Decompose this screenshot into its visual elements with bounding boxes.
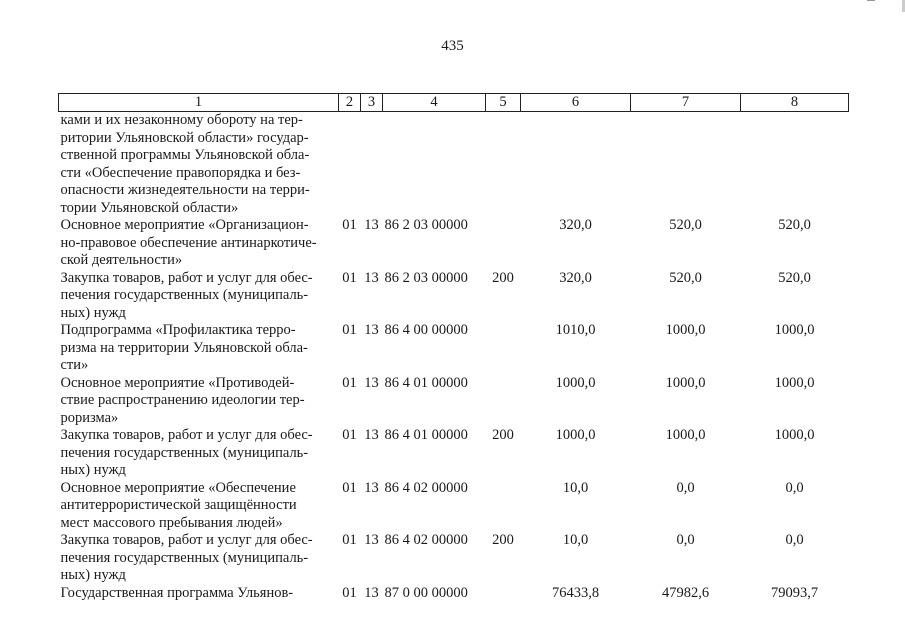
row-subsection-code: 13 [364, 532, 379, 548]
row-amount-year-2: 0,0 [676, 532, 695, 548]
row-amount-year-2: 1000,0 [665, 374, 706, 391]
row-amount-year-1: 320,0 [559, 217, 592, 233]
row-target-article [383, 112, 486, 218]
row-amount-year-3: 1000,0 [774, 374, 815, 391]
row-subsection-code: 13 [364, 322, 379, 338]
row-amount-year-1: 1010,0 [555, 322, 596, 338]
row-expense-type [486, 585, 521, 603]
description-line: ризма на территории Ульяновской обла- [60, 339, 308, 356]
description-line: Основное мероприятие «Организацион- [60, 217, 309, 233]
description-line: Закупка товаров, работ и услуг для обес- [60, 269, 313, 286]
table-row [59, 375, 849, 428]
description-line: Основное мероприятие «Обеспечение [60, 479, 296, 496]
description-line: опасности жизнедеятельности на терри- [60, 182, 310, 198]
row-expense-type: 200 [492, 427, 514, 443]
description-line: печения государственных (муниципаль- [60, 444, 309, 461]
description-line: Закупка товаров, работ и услуг для обес- [60, 427, 313, 443]
row-amount-year-3: 520,0 [778, 269, 811, 286]
description-line: ных) нужд [60, 304, 126, 321]
description-line: ритории Ульяновской области» государ- [60, 129, 309, 146]
row-subsection-code: 13 [364, 479, 379, 496]
header-col-3: 3 [361, 94, 383, 112]
description-line: ных) нужд [60, 567, 126, 583]
row-expense-type [486, 112, 521, 218]
row-section-code [339, 112, 361, 218]
description-line: тории Ульяновской области» [60, 199, 239, 216]
row-amount-year-1: 10,0 [562, 479, 589, 496]
row-section-code: 01 [342, 374, 357, 391]
row-description [59, 427, 339, 480]
description-line: печения государственных (муниципаль- [60, 287, 309, 303]
description-line: сти «Обеспечение правопорядка и без- [60, 164, 301, 181]
row-expense-type: 200 [492, 532, 514, 548]
header-col-6: 6 [521, 94, 631, 112]
description-line: но-правовое обеспечение антинаркотиче- [60, 234, 317, 251]
page-number: 435 [441, 38, 464, 54]
row-expense-type [486, 480, 521, 533]
description-line: Основное мероприятие «Противодей- [60, 374, 295, 391]
row-subsection-code: 13 [364, 584, 379, 601]
header-col-4: 4 [383, 94, 486, 112]
row-amount-year-3 [741, 112, 849, 218]
row-target-article: 87 0 00 00000 [384, 584, 468, 601]
table-row [59, 112, 849, 218]
row-amount-year-3: 0,0 [785, 479, 804, 496]
row-section-code: 01 [342, 584, 357, 601]
row-expense-type: 200 [492, 269, 514, 286]
description-line: печения государственных (муниципаль- [60, 549, 309, 566]
row-amount-year-2 [631, 112, 741, 218]
row-target-article: 86 4 02 00000 [384, 532, 468, 548]
row-subsection-code: 13 [364, 427, 379, 443]
budget-table [58, 93, 849, 602]
header-col-7: 7 [631, 94, 741, 112]
row-amount-year-1: 10,0 [562, 532, 589, 548]
header-row [59, 94, 849, 112]
row-amount-year-1 [521, 112, 631, 218]
table-row [59, 480, 849, 533]
row-expense-type [486, 322, 521, 375]
header-col-2: 2 [339, 94, 361, 112]
row-target-article: 86 4 01 00000 [384, 374, 468, 391]
table-row [59, 532, 849, 585]
row-description [59, 375, 339, 428]
description-line: Подпрограмма «Профилактика терро- [60, 322, 296, 338]
row-target-article: 86 4 02 00000 [384, 479, 468, 496]
row-description [59, 322, 339, 375]
row-section-code: 01 [342, 217, 357, 233]
row-amount-year-3: 0,0 [785, 532, 804, 548]
header-col-1: 1 [59, 94, 339, 112]
scan-mark [867, 0, 875, 1]
description-line: Государственная программа Ульянов- [60, 584, 294, 601]
row-description [59, 270, 339, 323]
description-line: антитеррористической защищённости [60, 497, 297, 513]
header-col-5: 5 [486, 94, 521, 112]
row-amount-year-1: 320,0 [559, 269, 592, 286]
row-section-code: 01 [342, 479, 357, 496]
row-subsection-code: 13 [364, 269, 379, 286]
description-line: ками и их незаконному обороту на тер- [60, 112, 303, 128]
row-section-code: 01 [342, 269, 357, 286]
description-line: ственной программы Ульяновской обла- [60, 147, 310, 163]
row-amount-year-2: 0,0 [676, 479, 695, 496]
row-amount-year-2: 1000,0 [665, 427, 706, 443]
row-target-article: 86 4 01 00000 [384, 427, 468, 443]
description-line: ской деятельности» [60, 252, 183, 268]
row-target-article: 86 2 03 00000 [384, 217, 468, 233]
row-expense-type [486, 375, 521, 428]
table-body [59, 112, 849, 603]
description-line: сти» [60, 357, 89, 373]
row-amount-year-2: 47982,6 [661, 584, 710, 601]
description-line: роризма» [60, 409, 119, 426]
row-description [59, 585, 339, 603]
row-amount-year-1: 1000,0 [555, 374, 596, 391]
row-amount-year-2: 520,0 [669, 269, 702, 286]
table-row [59, 322, 849, 375]
row-amount-year-3: 520,0 [778, 217, 811, 233]
description-line: ных) нужд [60, 462, 126, 478]
row-description [59, 217, 339, 270]
row-amount-year-1: 1000,0 [555, 427, 596, 443]
row-amount-year-2: 520,0 [669, 217, 702, 233]
row-section-code: 01 [342, 427, 357, 443]
row-subsection-code: 13 [364, 217, 379, 233]
table-row [59, 217, 849, 270]
row-subsection-code: 13 [364, 374, 379, 391]
row-section-code: 01 [342, 532, 357, 548]
row-target-article: 86 2 03 00000 [384, 269, 468, 286]
row-amount-year-2: 1000,0 [665, 322, 706, 338]
row-expense-type [486, 217, 521, 270]
row-target-article: 86 4 00 00000 [384, 322, 468, 338]
description-line: ствие распространению идеологии тер- [60, 392, 305, 408]
row-amount-year-1: 76433,8 [551, 584, 600, 601]
description-line: Закупка товаров, работ и услуг для обес- [60, 532, 313, 548]
row-description [59, 480, 339, 533]
row-section-code: 01 [342, 322, 357, 338]
row-amount-year-3: 1000,0 [774, 427, 815, 443]
row-subsection-code [361, 112, 383, 218]
row-amount-year-3: 79093,7 [770, 584, 819, 601]
table-row [59, 427, 849, 480]
row-description [59, 532, 339, 585]
row-description [59, 112, 339, 218]
table-row [59, 585, 849, 603]
row-amount-year-3: 1000,0 [774, 322, 815, 338]
description-line: мест массового пребывания людей» [60, 514, 283, 531]
header-col-8: 8 [741, 94, 849, 112]
table-row [59, 270, 849, 323]
